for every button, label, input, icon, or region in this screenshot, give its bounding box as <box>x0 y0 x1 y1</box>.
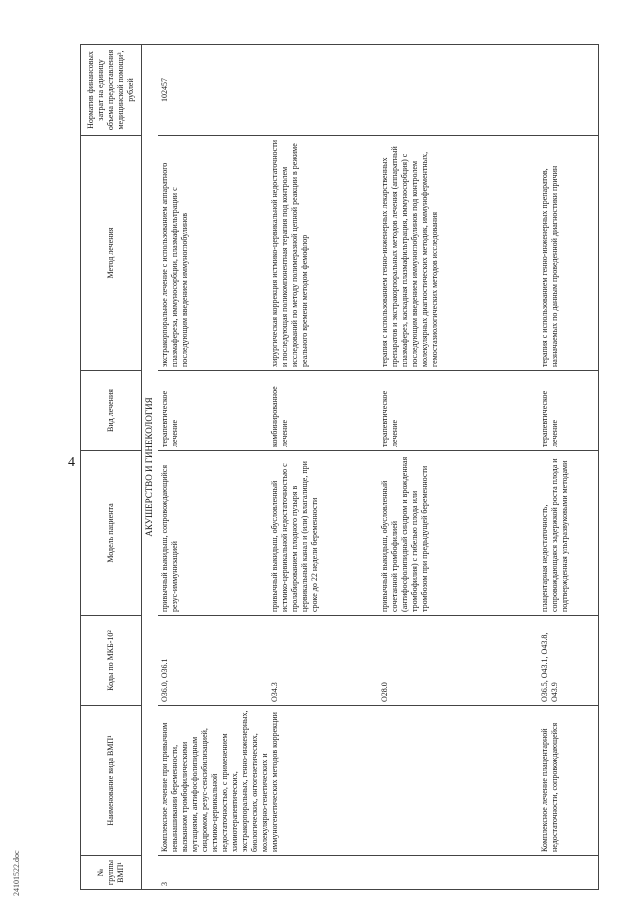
cell-model: привычный выкидыш, сопровождающийся резус-иммунизацией <box>158 451 268 616</box>
cell-codes: O34.3 <box>268 616 378 706</box>
cell-type: терапевтическое лечение <box>378 371 538 451</box>
header-norm: Норматив финансовых затрат на единицу объема предоставления медицинской помощи³, рублей <box>81 45 142 136</box>
cell-method: экстракорпоральное лечение с использованием аппаратного плазмафереза, иммуносорбции, плазмафильтрации с последующим введением иммуноглобулинов <box>158 136 268 371</box>
cell-norm <box>378 45 538 136</box>
table-row <box>538 45 598 890</box>
cell-codes: O36.0, O36.1 <box>158 616 268 706</box>
header-name: Наименование вида ВМП¹ <box>81 706 142 856</box>
rotated-table-container <box>80 45 590 890</box>
header-model: Модель пациента <box>81 451 142 616</box>
cell-type: комбинированное лечение <box>268 371 378 451</box>
cell-codes: O28.0 <box>378 616 538 706</box>
cell-norm <box>538 45 598 136</box>
cell-method: терапия с использованием генно-инженерных лекарственных препаратов и экстракорпоральных методов лечения (аппаратный плазмаферез, каскадная плазмафильтрация, иммуносорбция) с последующим введением иммуноглобулинов под контролем молекулярных диагностических методик, иммуноферментных, гемостазиологических методов исследования <box>378 136 538 371</box>
header-codes: Коды по МКБ-10² <box>81 616 142 706</box>
cell-norm: 102457 <box>158 45 268 136</box>
cell-group <box>378 856 538 890</box>
cell-type: терапевтическое лечение <box>158 371 268 451</box>
header-type: Вид лечения <box>81 371 142 451</box>
cell-name: Комплексное лечение плацентарной недостаточности, сопровождающейся <box>538 706 598 856</box>
cell-codes: O36.5, O43.1, O43.8, O43.9 <box>538 616 598 706</box>
cell-method: терапия с использованием генно-инженерных препаратов, назначаемых по данным проведенной диагностики причин <box>538 136 598 371</box>
section-title: АКУШЕРСТВО И ГИНЕКОЛОГИЯ <box>142 45 159 890</box>
header-group: № группы ВМП¹ <box>81 856 142 890</box>
cell-norm <box>268 45 378 136</box>
section-row <box>142 45 159 890</box>
page-number: 4 <box>68 455 75 470</box>
header-method: Метод лечения <box>81 136 142 371</box>
cell-model: привычный выкидыш, обусловленный истмико-цервикальной недостаточностью с пролабированием плодного пузыря в цервикальный канал и (или) влагалище, при сроке до 22 недели беременности <box>268 451 378 616</box>
table-row <box>158 45 268 890</box>
cell-group: 3 <box>158 856 268 890</box>
table-header-row <box>81 45 142 890</box>
cell-model: плацентарная недостаточность, сопровождающаяся задержкой роста плода и подтвержденная ультразвуковыми методами <box>538 451 598 616</box>
cell-group <box>538 856 598 890</box>
cell-type: терапевтическое лечение <box>538 371 598 451</box>
cell-group <box>268 856 378 890</box>
cell-method: хирургическая коррекция истмико-цервикальной недостаточности и последующая поликомпонентная терапия под контролем исследований по методу полимеразной цепной реакции в режиме реального времени методом фемофлор <box>268 136 378 371</box>
document-code: 24101522.doc <box>12 850 21 896</box>
cell-model: привычный выкидыш, обусловленный сочетанной тромбофилией (антифосфолипидный синдром и врожденная тромбофилия) с гибелью плода или тромбозом при предыдущей беременности <box>378 451 538 616</box>
vmp-table <box>80 44 599 890</box>
cell-name: Комплексное лечение при привычном невынашивании беременности, вызванном тромбофилическими мутациями, антифосфолипидным синдромом, резус-сенсибилизацией, истмико-цервикальной недостаточностью, с применением химиотерапевтических, экстракорпоральных, генно-инженерных, биологических, онтогенетических, молекулярно-генетических и иммуногенетических методов коррекции <box>158 706 538 856</box>
